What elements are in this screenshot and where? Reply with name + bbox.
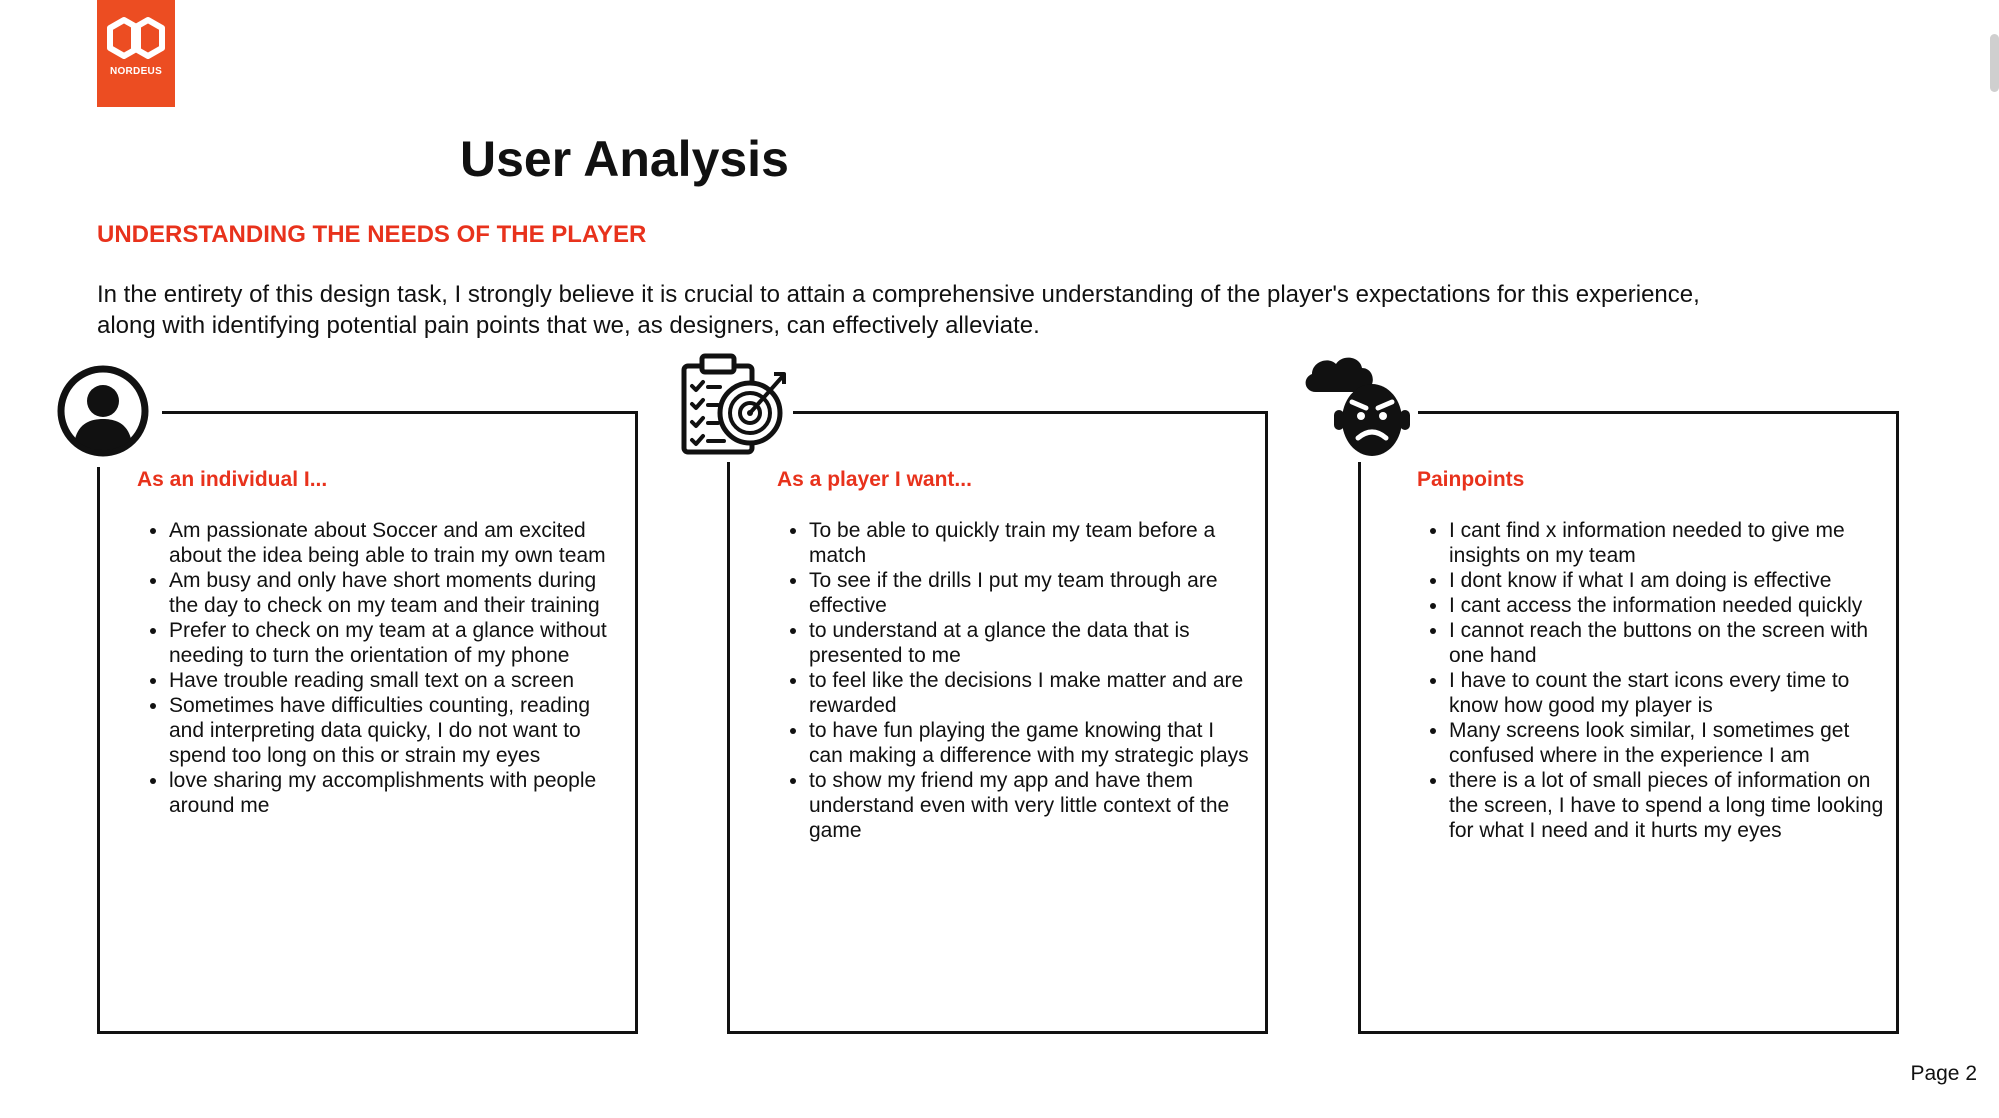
logo-wordmark: NORDEUS (109, 66, 163, 77)
list-item: • I cant find x information needed to give me insights on my team (1449, 518, 1889, 568)
scrollbar-thumb[interactable] (1990, 34, 1999, 92)
card-title-individual: As an individual I... (137, 468, 328, 491)
list-item: • To be able to quickly train my team before a match (809, 518, 1249, 568)
list-item: • to feel like the decisions I make matter and are rewarded (809, 668, 1249, 718)
nordeus-logo-mark-icon (107, 14, 165, 62)
list-item: • to have fun playing the game knowing that I can making a difference with my strategic plays (809, 718, 1249, 768)
card-list-player-wants (777, 518, 1249, 843)
list-item: • Sometimes have difficulties counting, reading and interpreting data quicky, I do not want to spend too long on this or strain my eyes (169, 693, 609, 768)
frustrated-face-icon (1300, 350, 1418, 462)
card-list-individual (137, 518, 609, 818)
card-icon-player-wants (675, 350, 793, 462)
list-item: • to understand at a glance the data that is presented to me (809, 618, 1249, 668)
page-number: Page 2 (1910, 1062, 1977, 1085)
card-icon-individual (44, 355, 162, 467)
section-heading: UNDERSTANDING THE NEEDS OF THE PLAYER (97, 221, 647, 248)
clipboard-target-icon (676, 350, 792, 462)
list-item: • To see if the drills I put my team through are effective (809, 568, 1249, 618)
intro-paragraph: In the entirety of this design task, I strongly believe it is crucial to attain a comprehensive understanding of the player's expectations for this experience, along with identifying potential pain points that we, as designers, can effectively alleviate. (97, 281, 1700, 339)
user-avatar-icon (53, 361, 153, 461)
list-item: • Am passionate about Soccer and am excited about the idea being able to train my own team (169, 518, 609, 568)
list-item: • Am busy and only have short moments during the day to check on my team and their training (169, 568, 609, 618)
list-item: • Many screens look similar, I sometimes get confused where in the experience I am (1449, 718, 1889, 768)
list-item: • Have trouble reading small text on a screen (169, 668, 609, 693)
card-title-player-wants: As a player I want... (777, 468, 972, 491)
list-item: • to show my friend my app and have them understand even with very little context of the game (809, 768, 1249, 843)
list-item: • I dont know if what I am doing is effective (1449, 568, 1889, 593)
page-title: User Analysis (460, 131, 789, 187)
list-item: • Prefer to check on my team at a glance without needing to turn the orientation of my phone (169, 618, 609, 668)
card-title-painpoints: Painpoints (1417, 468, 1525, 491)
card-list-painpoints (1417, 518, 1889, 843)
list-item: • love sharing my accomplishments with people around me (169, 768, 609, 818)
list-item: • I cannot reach the buttons on the screen with one hand (1449, 618, 1889, 668)
nordeus-logo (97, 0, 175, 107)
list-item: • I cant access the information needed quickly (1449, 593, 1889, 618)
list-item: • there is a lot of small pieces of information on the screen, I have to spend a long time looking for what I need and it hurts my eyes (1449, 768, 1889, 843)
list-item: • I have to count the start icons every time to know how good my player is (1449, 668, 1889, 718)
card-icon-painpoints (1300, 350, 1418, 462)
